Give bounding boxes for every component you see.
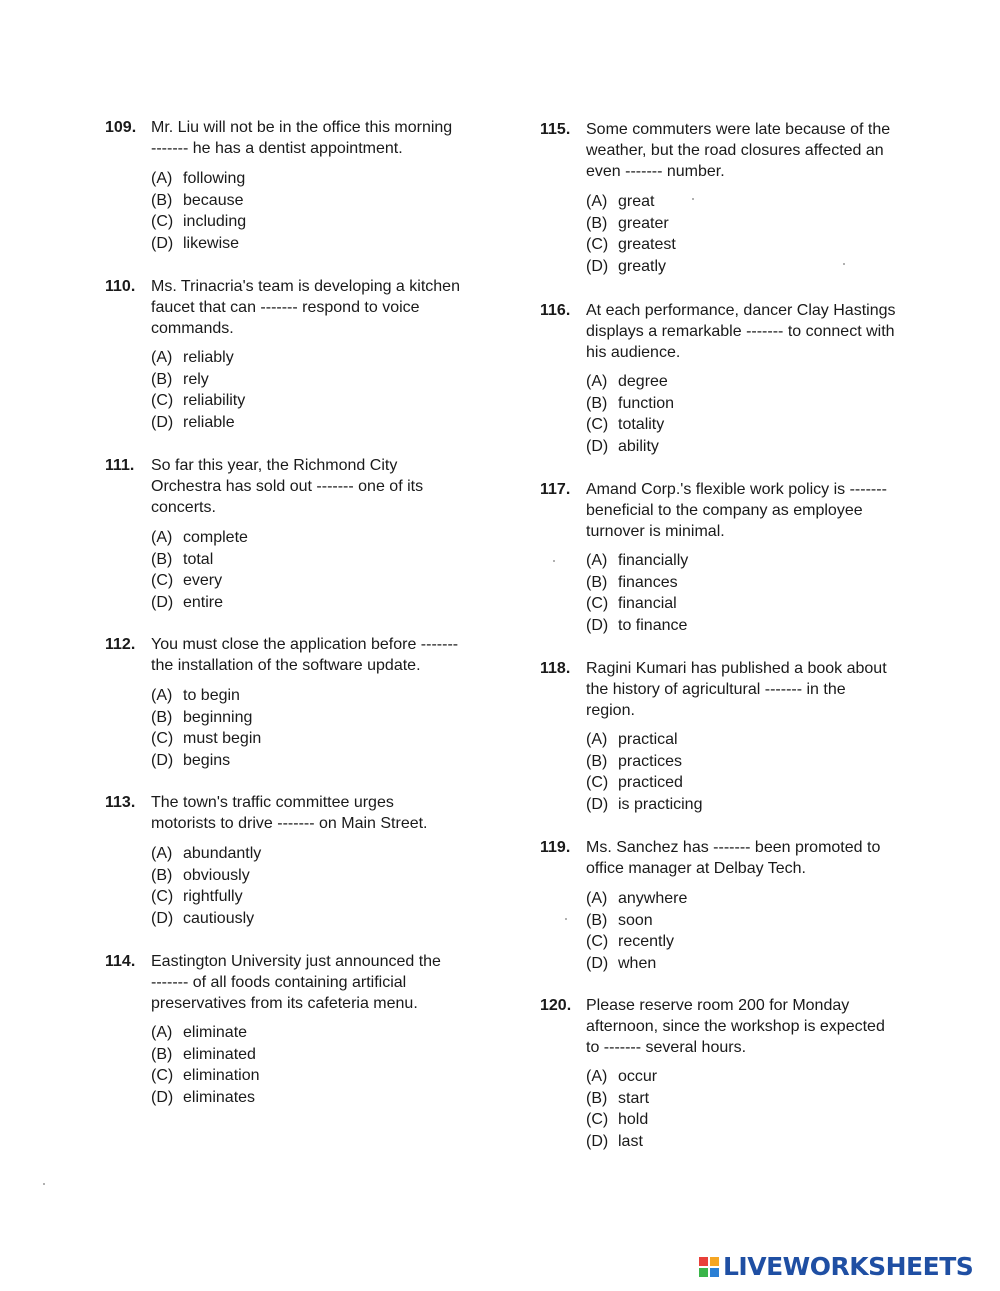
answer-option[interactable] [151, 211, 451, 233]
scan-speck [553, 560, 555, 562]
option-text: finances [618, 573, 678, 591]
option-letter: (A) [586, 1068, 608, 1085]
option-letter: (A) [151, 529, 173, 546]
answer-options [586, 371, 886, 457]
option-text: occur [618, 1068, 658, 1085]
answer-option[interactable] [586, 1088, 886, 1110]
option-text: practiced [618, 774, 683, 791]
answer-option[interactable] [151, 1087, 451, 1109]
question-number: 110. [105, 278, 136, 295]
option-text: greatly [618, 257, 667, 275]
answer-option[interactable] [586, 593, 886, 615]
answer-options [586, 729, 886, 815]
option-text: totality [618, 416, 665, 433]
option-letter: (C) [151, 730, 174, 747]
option-text: financial [618, 595, 677, 612]
option-letter: (B) [151, 191, 173, 209]
question-number: 116. [540, 302, 571, 319]
option-letter: (A) [586, 373, 608, 390]
option-text: practical [618, 731, 678, 748]
question-number: 109. [105, 119, 137, 136]
option-text: cautiously [183, 909, 255, 927]
option-text: to finance [618, 616, 688, 634]
option-letter: (D) [151, 1088, 174, 1106]
option-letter: (B) [151, 1045, 173, 1063]
option-text: likewise [183, 234, 240, 252]
option-text: abundantly [183, 845, 262, 862]
question-number: 113. [105, 794, 136, 811]
option-letter: (C) [586, 933, 609, 950]
answer-option[interactable] [151, 886, 451, 908]
answer-option[interactable] [151, 1022, 451, 1044]
option-letter: (D) [151, 593, 174, 611]
answer-option[interactable] [586, 213, 886, 235]
option-letter: (A) [586, 193, 608, 210]
question-stem: Mr. Liu will not be in the office this morning ------- he has a dentist appointment. [151, 119, 453, 157]
answer-option[interactable] [586, 772, 886, 794]
option-letter: (A) [586, 731, 608, 748]
answer-option[interactable] [151, 843, 451, 865]
option-text: to begin [183, 687, 240, 704]
answer-option[interactable] [151, 412, 451, 434]
option-text: hold [618, 1111, 649, 1128]
option-text: because [183, 191, 244, 209]
scan-speck [565, 918, 567, 920]
option-text: following [183, 170, 246, 187]
logo-text: LIVEWORKSHEETS [723, 1252, 974, 1281]
question-number: 117. [540, 481, 571, 498]
option-text: financially [618, 552, 689, 569]
option-text: greatest [618, 236, 676, 253]
option-text: including [183, 213, 247, 230]
option-text: begins [183, 751, 231, 769]
option-letter: (C) [586, 774, 609, 791]
answer-option[interactable] [151, 685, 451, 707]
question-stem: So far this year, the Richmond City Orchestra has sold out ------- one of its concerts. [151, 457, 424, 516]
question-stem: Ragini Kumari has published a book about the history of agricultural ------- in the region. [586, 660, 887, 719]
answer-option[interactable] [586, 550, 886, 572]
option-text: eliminates [183, 1088, 256, 1106]
answer-option[interactable] [151, 1065, 451, 1087]
answer-option[interactable] [151, 527, 451, 549]
option-letter: (B) [151, 708, 173, 726]
question-stem: Some commuters were late because of the weather, but the road closures affected an even ------- number. [586, 121, 891, 180]
option-text: eliminate [183, 1024, 248, 1041]
option-letter: (D) [586, 257, 609, 275]
option-letter: (C) [151, 213, 174, 230]
option-letter: (D) [151, 751, 174, 769]
answer-option[interactable] [586, 1131, 886, 1153]
answer-option[interactable] [151, 908, 451, 930]
answer-option[interactable] [586, 371, 886, 393]
option-text: entire [183, 593, 224, 611]
answer-option[interactable] [586, 393, 886, 415]
answer-option[interactable] [586, 191, 886, 213]
option-text: rightfully [183, 888, 243, 905]
question-stem: Please reserve room 200 for Monday afternoon, since the workshop is expected to ------- several hours. [586, 997, 885, 1056]
answer-options [586, 888, 886, 974]
question-stem: You must close the application before ------- the installation of the software update. [151, 636, 459, 674]
question-number: 112. [105, 636, 136, 653]
option-letter: (B) [586, 1089, 608, 1107]
option-text: practices [618, 752, 683, 770]
option-text: total [183, 550, 214, 568]
answer-option[interactable] [586, 1109, 886, 1131]
option-text: beginning [183, 708, 253, 726]
option-letter: (C) [151, 888, 174, 905]
option-text: start [618, 1089, 650, 1107]
answer-options [586, 191, 886, 277]
answer-options [151, 685, 451, 771]
answer-option[interactable] [586, 931, 886, 953]
answer-options [151, 168, 451, 254]
logo-icon-square-1 [698, 1256, 709, 1267]
option-letter: (A) [151, 349, 173, 366]
logo-icon [698, 1256, 720, 1278]
option-letter: (A) [151, 845, 173, 862]
option-text: must begin [183, 730, 262, 747]
answer-options [586, 1066, 886, 1152]
option-text: complete [183, 529, 248, 546]
option-letter: (A) [151, 687, 173, 704]
answer-option[interactable] [151, 865, 451, 887]
option-letter: (D) [586, 437, 609, 455]
option-text: every [183, 572, 223, 589]
option-text: is practicing [618, 795, 703, 813]
option-letter: (D) [151, 413, 174, 431]
answer-option[interactable] [586, 256, 886, 278]
answer-option[interactable] [151, 1044, 451, 1066]
question-stem: At each performance, dancer Clay Hastings displays a remarkable ------- to connect with his audience. [586, 302, 896, 361]
answer-option[interactable] [586, 1066, 886, 1088]
scan-speck [692, 198, 694, 200]
option-text: greater [618, 214, 669, 232]
question-stem: Amand Corp.'s flexible work policy is ------- beneficial to the company as employee turnover is minimal. [586, 481, 887, 540]
option-letter: (A) [151, 1024, 173, 1041]
question-stem: Ms. Sanchez has ------- been promoted to office manager at Delbay Tech. [586, 839, 881, 877]
option-letter: (C) [151, 1067, 174, 1084]
option-letter: (B) [586, 394, 608, 412]
option-letter: (C) [586, 416, 609, 433]
answer-option[interactable] [151, 570, 451, 592]
option-letter: (D) [586, 795, 609, 813]
answer-option[interactable] [151, 549, 451, 571]
question-number: 118. [540, 660, 571, 677]
option-text: soon [618, 911, 653, 929]
option-text: obviously [183, 866, 250, 884]
question-number: 119. [540, 839, 571, 856]
logo-icon-square-4 [709, 1267, 720, 1278]
option-letter: (D) [586, 954, 609, 972]
logo-icon-square-3 [698, 1267, 709, 1278]
option-letter: (B) [586, 752, 608, 770]
liveworksheets-logo [698, 1252, 973, 1282]
answer-option[interactable] [586, 751, 886, 773]
answer-option[interactable] [151, 168, 451, 190]
option-letter: (C) [586, 595, 609, 612]
question-stem: Ms. Trinacria's team is developing a kitchen faucet that can ------- respond to voice commands. [151, 278, 460, 337]
option-text: recently [618, 933, 675, 950]
answer-option[interactable] [586, 953, 886, 975]
answer-option[interactable] [151, 233, 451, 255]
option-letter: (C) [586, 1111, 609, 1128]
option-text: reliable [183, 413, 235, 431]
option-letter: (D) [151, 234, 174, 252]
option-text: degree [618, 373, 668, 390]
answer-option[interactable] [586, 572, 886, 594]
answer-option[interactable] [151, 390, 451, 412]
answer-options [151, 347, 451, 433]
question-stem: The town's traffic committee urges motorists to drive ------- on Main Street. [151, 794, 428, 832]
answer-options [151, 1022, 451, 1108]
option-letter: (D) [586, 616, 609, 634]
option-letter: (B) [586, 214, 608, 232]
question-number: 115. [540, 121, 571, 138]
question-number: 111. [105, 457, 135, 474]
option-text: elimination [183, 1067, 260, 1084]
option-letter: (A) [586, 552, 608, 569]
answer-option[interactable] [151, 190, 451, 212]
answer-options [151, 527, 451, 613]
answer-option[interactable] [151, 707, 451, 729]
option-text: ability [618, 437, 659, 455]
option-text: last [618, 1132, 643, 1150]
option-text: reliably [183, 349, 234, 366]
answer-option[interactable] [586, 436, 886, 458]
answer-option[interactable] [586, 414, 886, 436]
option-letter: (B) [151, 550, 173, 568]
answer-options [151, 843, 451, 929]
option-letter: (B) [586, 911, 608, 929]
option-letter: (D) [151, 909, 174, 927]
option-letter: (D) [586, 1132, 609, 1150]
answer-option[interactable] [586, 234, 886, 256]
option-text: reliability [183, 392, 246, 409]
option-letter: (B) [586, 573, 608, 591]
answer-option[interactable] [151, 750, 451, 772]
answer-option[interactable] [151, 728, 451, 750]
option-text: eliminated [183, 1045, 256, 1063]
answer-option[interactable] [586, 794, 886, 816]
answer-option[interactable] [586, 729, 886, 751]
option-text: rely [183, 370, 209, 388]
question-number: 120. [540, 997, 572, 1014]
option-letter: (A) [151, 170, 173, 187]
option-letter: (B) [151, 370, 173, 388]
option-text: when [618, 954, 657, 972]
option-letter: (C) [151, 392, 174, 409]
option-letter: (C) [586, 236, 609, 253]
option-text: anywhere [618, 890, 688, 907]
option-text: function [618, 394, 675, 412]
question-stem: Eastington University just announced the ------- of all foods containing artificial preservatives from its cafeteria menu. [151, 953, 441, 1012]
answer-option[interactable] [151, 592, 451, 614]
answer-option[interactable] [586, 888, 886, 910]
option-letter: (A) [586, 890, 608, 907]
logo-icon-square-2 [709, 1256, 720, 1267]
answer-option[interactable] [586, 910, 886, 932]
scan-speck [43, 1183, 45, 1185]
answer-option[interactable] [151, 347, 451, 369]
scan-speck [843, 263, 845, 265]
option-letter: (C) [151, 572, 174, 589]
option-text: great [618, 193, 655, 210]
question-number: 114. [105, 953, 136, 970]
answer-option[interactable] [586, 615, 886, 637]
option-letter: (B) [151, 866, 173, 884]
answer-option[interactable] [151, 369, 451, 391]
answer-options [586, 550, 886, 636]
